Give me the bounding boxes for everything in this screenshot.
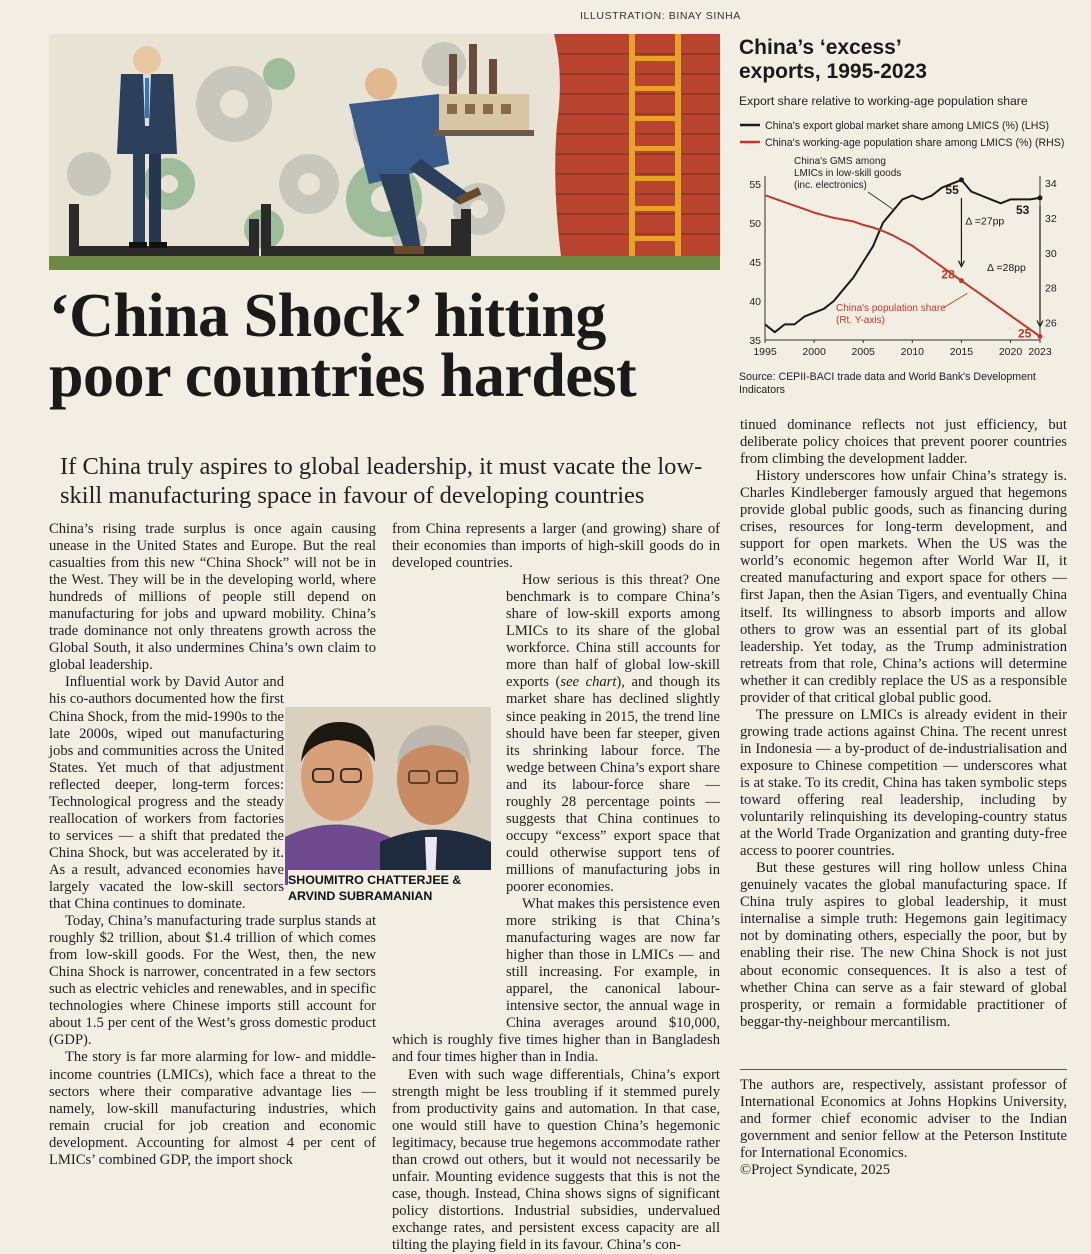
gms-annotation-line3: (inc. electronics) [794,180,867,191]
gms-annotation-line1: China's GMS among [794,156,886,167]
author-bio [740,1077,1067,1179]
paragraph-8: Even with such wage differentials, China’s export strength might be less troubling if it stemmed purely from productivity gains and automation. In that case, one would still have to question China’s hegemonic legitimacy, because true hegemons accommodate rather than crowd out others, but it would not necessarily be unfair. Mounting evidence suggests that this is not the case, though. Instead, China shows signs of significant policy distortions. Industrial subsidies, undervalued exchange rates, and persistent excess capacity are all tilting the playing field in its favour. China’s con- [392,1067,720,1254]
y-left-tick-label-50: 50 [749,218,761,230]
point-2015-export [959,177,964,182]
chart-source: Source: CEPII-BACI trade data and World Bank's Development Indicators [739,371,1039,396]
label-53: 53 [1016,203,1030,217]
chart-title-line1: China’s ‘excess’ [739,36,1069,60]
y-right-tick-label-30: 30 [1045,248,1057,260]
chart-svg [738,112,1078,372]
bio-text: The authors are, respectively, assistant professor of International Economics at Johns Hopkins University, and former chief economic adviser to the Indian government and senior fellow at the Peterson Institute for International Economics. [740,1077,1067,1162]
paragraph-10: History underscores how unfair China’s strategy is. Charles Kindleberger famously argued that hegemons provide global public goods, such as financing during crises, resources for long-term development, and support for open markets. When the US was the world’s economic hegemon after World War II, it created manufacturing and export space for others — first Japan, then the Asian Tigers, and eventually China itself. Its willingness to absorb imports and allow others to grow was an essential part of its global leadership. Yet today, as the Trump administration retreats from that role, China’s actions will determine whether it can credibly replace the US as a responsible provider of that critical global public good. [740,468,1067,707]
paragraph-12: But these gestures will ring hollow unless China genuinely vacates the global manufacturing space. If China truly aspires to global leadership, it must internalise a simple truth: Hegemons gain legitimacy not by dominating others, especially the poor, but by enabling their rise. The new China Shock is not just about economic consequences. It is also a test of whether China can serve as a fair steward of global prosperity, or remain a formidable practitioner of beggar-thy-neighbour mercantilism. [740,860,1067,1030]
chart-subtitle: Export share relative to working-age population share [739,94,1079,108]
x-tick-label-2010: 2010 [901,346,925,358]
headline [49,286,729,406]
x-tick-label-2015: 2015 [950,346,974,358]
illustration-credit: ILLUSTRATION: BINAY SINHA [580,10,741,22]
legend-label-population: China's working-age population share among LMICS (%) (RHS) [765,137,1064,149]
headline-line1: ‘China Shock’ hitting [49,286,729,346]
y-left-tick-label-55: 55 [749,179,761,191]
copyright: ©Project Syndicate, 2025 [740,1162,1067,1179]
y-left-tick-label-45: 45 [749,257,761,269]
x-tick-label-2000: 2000 [802,346,826,358]
y-left-tick-label-35: 35 [749,335,761,347]
deck: If China truly aspires to global leadership, it must vacate the low-skill manufacturing space in favour of developing countries [60,452,730,510]
point-2023-export [1038,195,1043,200]
y-left-tick-label-40: 40 [749,296,761,308]
illustration [49,34,720,270]
chart-title-line2: exports, 1995-2023 [739,60,1069,84]
x-tick-label-2023: 2023 [1028,346,1052,358]
x-tick-label-2005: 2005 [852,346,876,358]
point-2015-population [959,278,964,283]
y-right-tick-label-32: 32 [1045,213,1057,225]
paragraph-1: China’s rising trade surplus is once again causing unease in the United States and Europe. But the real casualties from this new “China Shock” will not be in the West. They will be in the developing world, where hundreds of millions of people still depend on manufacturing for jobs and upward mobility. China’s trade dominance not only threatens growth across the Global South, it also undermines China’s own claim to global leadership. [49,521,376,674]
photo-caption [288,870,498,904]
y-right-tick-label-28: 28 [1045,283,1057,295]
x-tick-label-2020: 2020 [999,346,1023,358]
gms-annotation-line2: LMICs in low-skill goods [794,168,901,179]
label-28: 28 [941,268,955,282]
paragraph-7: What makes this persistence even more striking is that China’s manufacturing wages are now far higher than those in LMICs — and still increasing. For example, in apparel, the canonical labour-intensive sector, the annual wage in China averages around $10,000, which is roughly five times higher than in Bangladesh and four times higher than in India. [392,896,720,1066]
paragraph-9: tinued dominance reflects not just efficiency, but deliberate policy choices that prevent poorer countries from climbing the development ladder. [740,417,1067,468]
author-photo [285,707,491,885]
label-25: 25 [1018,327,1032,341]
photo-caption-line2: ARVIND SUBRAMANIAN [288,888,498,904]
paragraph-2: Influential work by David Autor and his co-authors documented how the first China Shock, from the mid-1990s to the late 2000s, wiped out manufacturing jobs and communities across the United States. Yet much of that adjustment reflected deeper, long-term forces: Technological progress and the steady reallocation of workers from factories to services — a shift that predated the China Shock, but was accelerated by it. As a result, advanced economies have largely vacated the low-skill sectors that China continues to dominate. [49,674,376,913]
pop-annotation-line1: China's population share [836,303,946,314]
gms-annotation-pointer [868,192,893,209]
paragraph-6b: ), and though its market share has declined slightly since peaking in 2015, the trend line should have been far steeper, given its shrinking labour force. The wedge between China’s export share and its labour-force share — roughly 28 percentage points — suggests that China continues to occupy “excess” export space that could otherwise support tens of millions of manufacturing jobs in poorer economies. [506,674,720,895]
see-chart-ref: see chart [560,674,616,690]
chart [738,112,1078,372]
pop-annotation-line2: (Rt. Y-axis) [836,315,885,326]
photo-caption-line1: SHOUMITRO CHATTERJEE & [288,872,498,888]
headline-line2: poor countries hardest [49,346,729,406]
paragraph-11: The pressure on LMICs is already evident in their growing trade actions against China. The recent unrest in Indonesia — a by-product of de-industrialisation and exposure to Chinese competition — underscores what is at stake. To its credit, China has taken symbolic steps toward offering real leadership, including by voluntarily relinquishing its developing-country status at the World Trade Organization and granting duty-free access to poorer countries. [740,707,1067,860]
bio-divider [740,1069,1067,1070]
paragraph-5: from China represents a larger (and growing) share of their economies than imports of high-skill goods do in developed countries. [392,521,720,572]
y-right-tick-label-34: 34 [1045,178,1057,190]
pop-annotation-pointer [943,293,967,308]
label-55: 55 [945,183,959,197]
point-2023-population [1038,334,1043,339]
legend-label-export: China's export global market share among LMICS (%) (LHS) [765,120,1049,132]
y-right-tick-label-26: 26 [1045,318,1057,330]
delta-label-2: Δ =28pp [987,262,1026,274]
column-3 [740,417,1067,1031]
delta-label-1: Δ =27pp [965,215,1004,227]
paragraph-4: The story is far more alarming for low- and middle-income countries (LMICs), which face a threat to the sectors where their comparative advantage lies — namely, low-skill manufacturing industries, which remain crucial for job creation and economic development. Accounting for almost 4 per cent of LMICs’ combined GDP, the import shock [49,1049,376,1168]
paragraph-3: Today, China’s manufacturing trade surplus stands at roughly $2 trillion, about $1.4 trillion of which comes from low-skill goods. For the West, then, the new China Shock is narrower, concentrated in a few sectors such as electric vehicles and renewables, and in specific technologies where Chinese imports still account for about 1.5 per cent of the West’s gross domestic product (GDP). [49,913,376,1049]
paragraph-6a: How serious is this threat? One benchmark is to compare China’s share of low-skill exports among LMICs to its share of the global workforce. China still accounts for more than half of global low-skill exports ( [506,572,720,690]
chart-title [739,36,1069,84]
x-tick-label-1995: 1995 [753,346,777,358]
